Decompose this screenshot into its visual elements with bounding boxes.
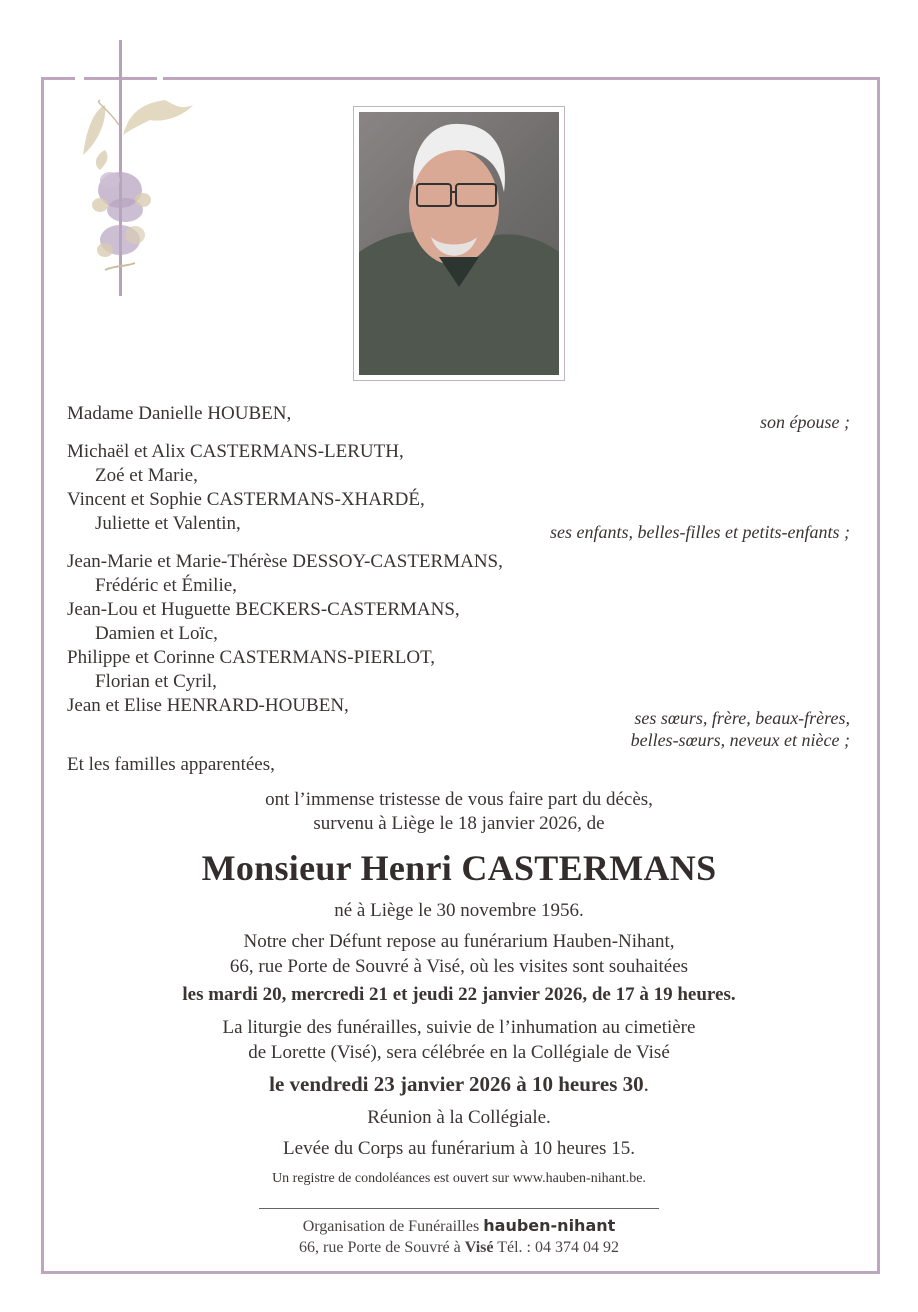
ceremony-period: . [643,1072,649,1096]
photo-frame [353,106,565,381]
flower-decoration-icon [65,95,205,285]
meeting-info: Réunion à la Collégiale. [367,1107,551,1128]
grandchildren-1: Zoé et Marie, [95,465,198,486]
levee-info: Levée du Corps au funérarium à 10 heures 15. [283,1138,635,1159]
child-couple-1: Michaël et Alix CASTERMANS-LERUTH, [67,441,404,462]
child-couple-2: Vincent et Sophie CASTERMANS-XHARDÉ, [67,489,425,510]
footer-city: Visé [464,1239,494,1256]
rest-info-2: 66, rue Porte de Souvré à Visé, où les visites sont souhaitées [229,956,689,977]
other-families: Et les familles apparentées, [67,754,275,775]
footer-organisation [0,1216,918,1236]
frame-top-left [41,77,75,80]
frame-bottom [41,1271,880,1274]
portrait-photo [359,112,559,375]
rest-info-1: Notre cher Défunt repose au funérarium Hauben-Nihant, [243,931,675,952]
sibling-couple-4: Jean et Elise HENRARD-HOUBEN, [67,695,349,716]
grandchildren-2: Juliette et Valentin, [95,513,241,534]
siblings-relation-2: belles-sœurs, neveux et nièce ; [630,730,850,750]
footer-org-label: Organisation de Funérailles [302,1218,484,1235]
ceremony-date: le vendredi 23 janvier 2026 à 10 heures 30 [269,1072,644,1096]
nephews-2: Damien et Loïc, [95,623,218,644]
sibling-couple-1: Jean-Marie et Marie-Thérèse DESSOY-CASTERMANS, [67,551,503,572]
visit-times: les mardi 20, mercredi 21 et jeudi 22 janvier 2026, de 17 à 19 heures. [182,984,736,1005]
condolence-registry: Un registre de condoléances est ouvert sur www.hauben-nihant.be. [272,1171,646,1186]
nephews-1: Frédéric et Émilie, [95,575,237,596]
deceased-name: Monsieur Henri CASTERMANS [201,848,717,888]
announcement-line-1: ont l’immense tristesse de vous faire part du décès, [265,789,653,810]
footer-phone: Tél. : 04 374 04 92 [493,1239,619,1256]
sibling-couple-3: Philippe et Corinne CASTERMANS-PIERLOT, [67,647,436,668]
liturgy-info-1: La liturgie des funérailles, suivie de l’inhumation au cimetière [222,1017,696,1038]
liturgy-info-2: de Lorette (Visé), sera célébrée en la Collégiale de Visé [248,1042,670,1063]
siblings-relation-1: ses sœurs, frère, beaux-frères, [634,708,850,728]
sibling-couple-2: Jean-Lou et Huguette BECKERS-CASTERMANS, [67,599,460,620]
ceremony-date-row [0,1070,918,1098]
footer-address [0,1239,918,1257]
spouse-name: Madame Danielle HOUBEN, [67,403,292,424]
frame-top-right [163,77,880,80]
footer-street: 66, rue Porte de Souvré à [299,1239,465,1256]
brand-logo: hauben-nihant [483,1216,616,1235]
children-relation: ses enfants, belles-filles et petits-enfants ; [550,522,850,542]
spouse-relation: son épouse ; [760,412,850,432]
footer-divider [259,1208,659,1209]
announcement-line-2: survenu à Liège le 18 janvier 2026, de [313,813,605,834]
birth-info: né à Liège le 30 novembre 1956. [334,900,584,921]
nephews-3: Florian et Cyril, [95,671,217,692]
